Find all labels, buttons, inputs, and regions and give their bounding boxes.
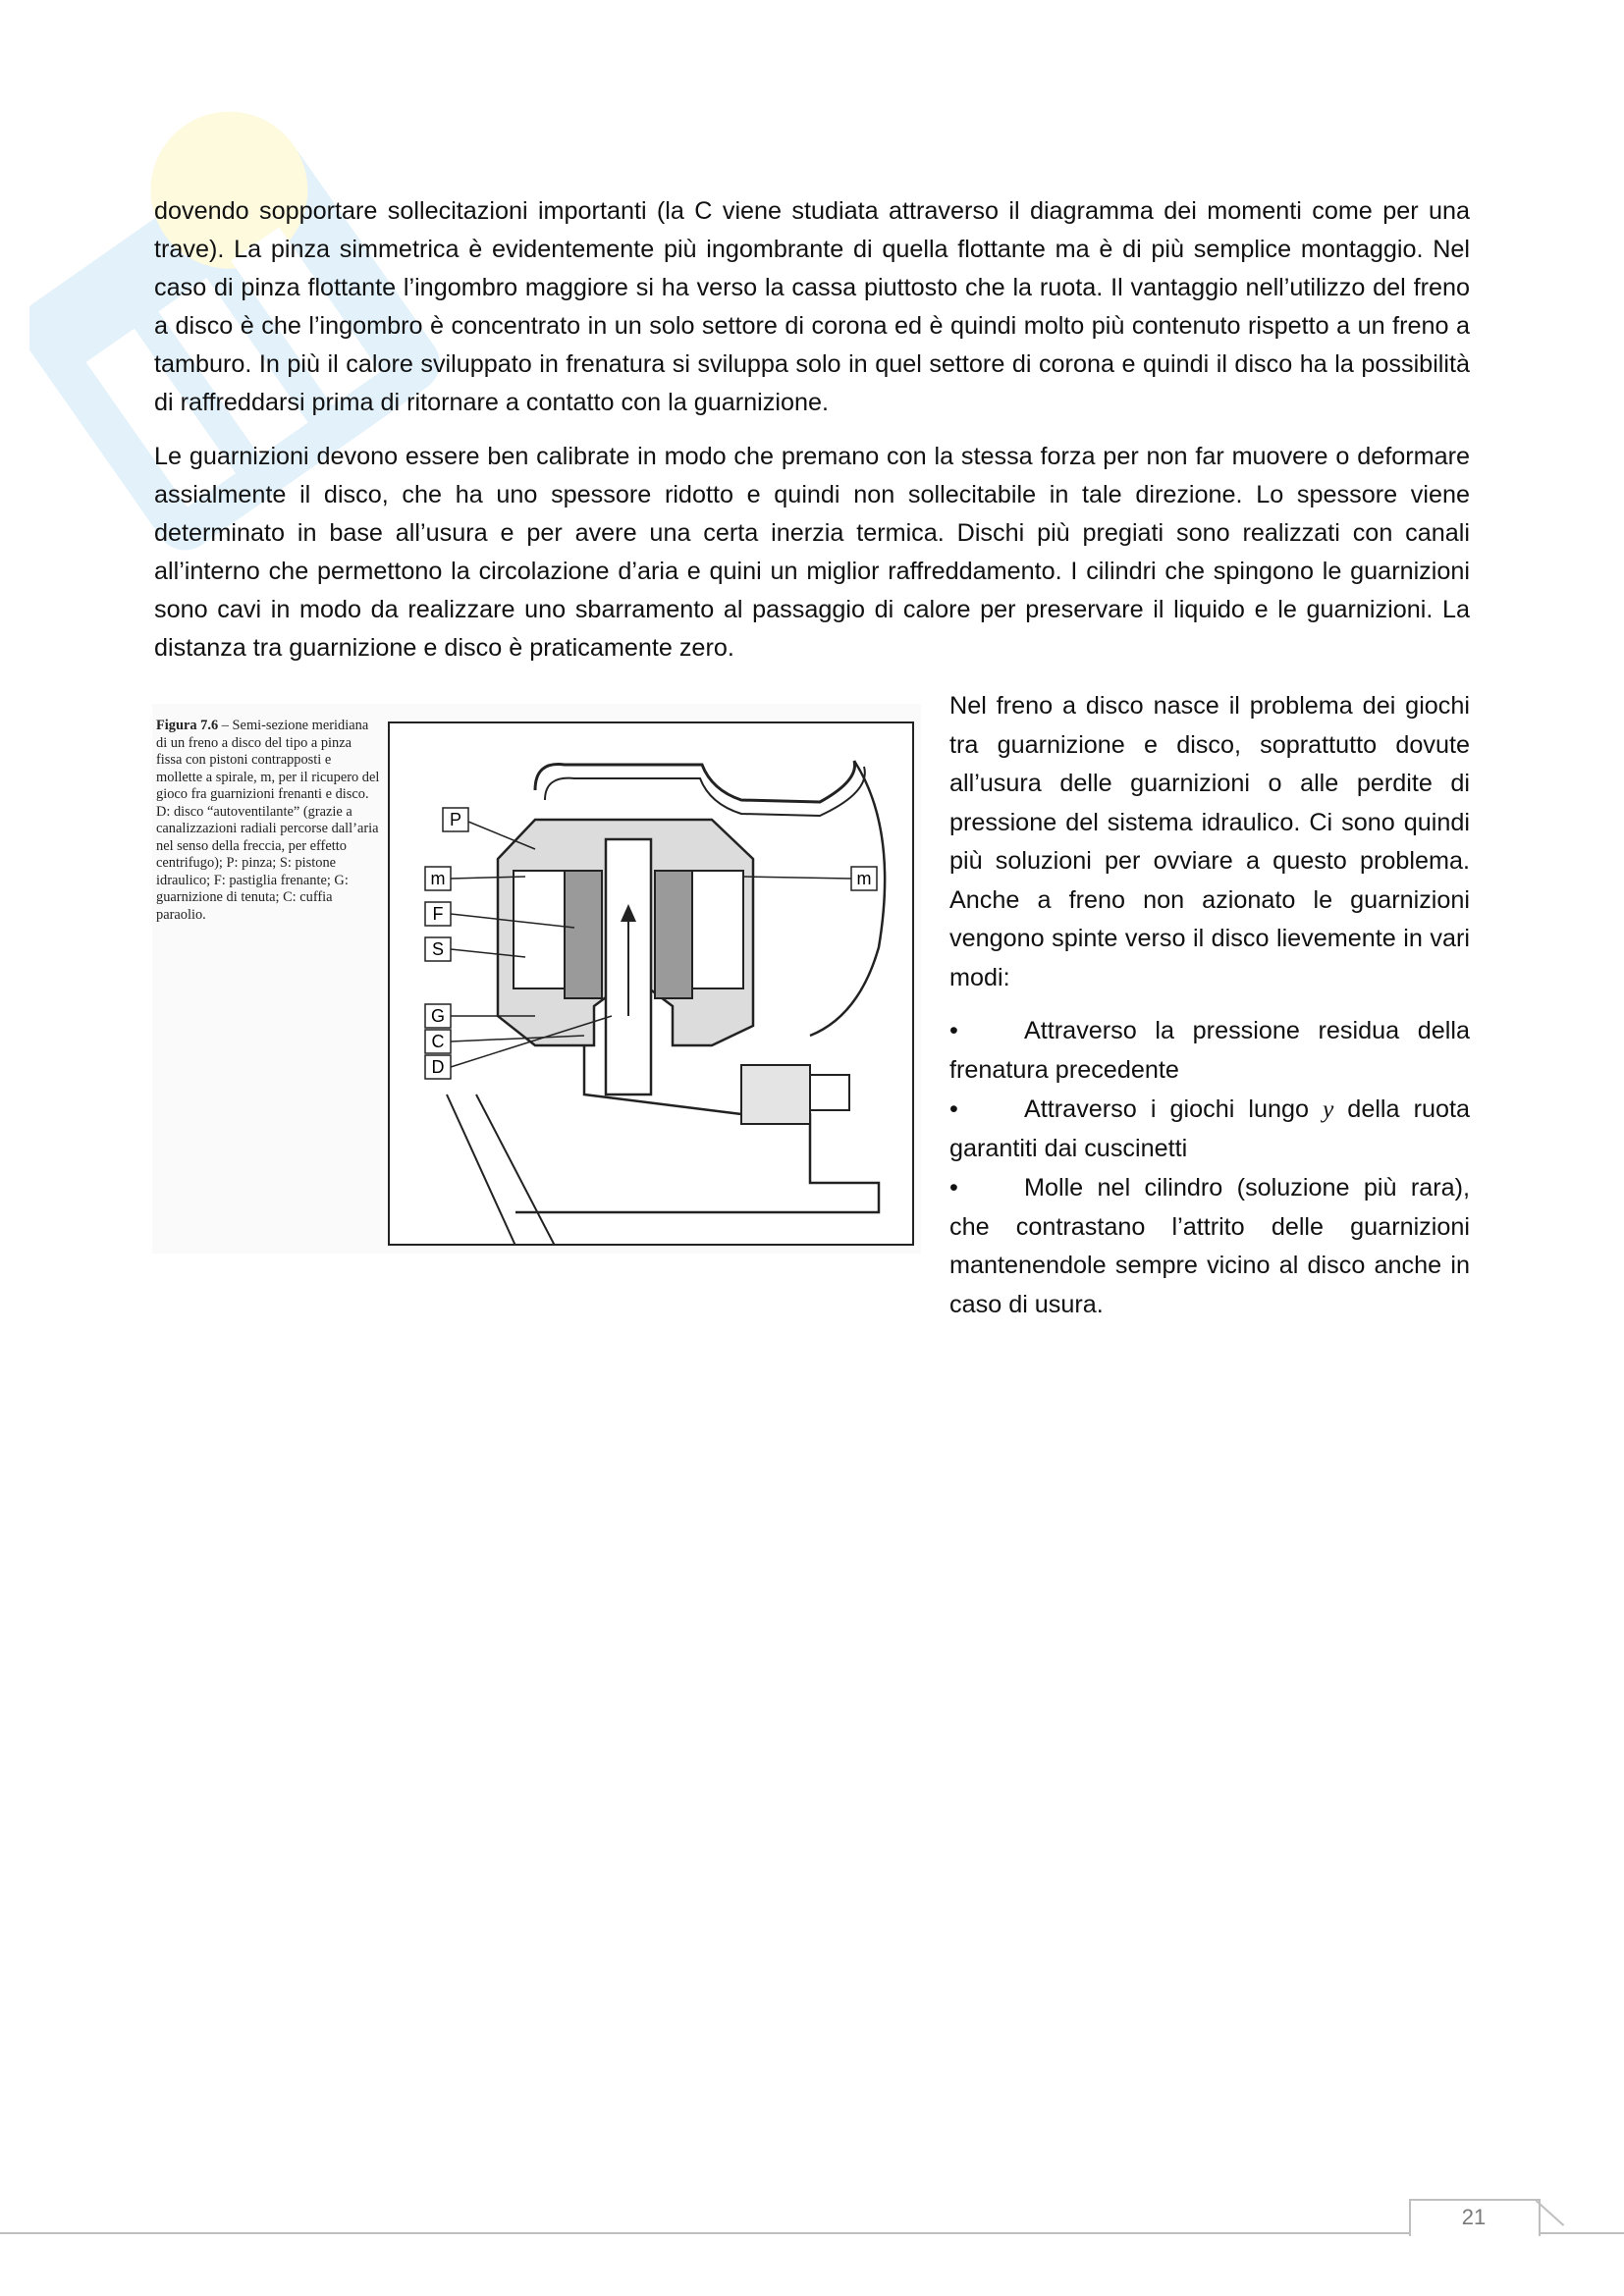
label-m-left: m xyxy=(430,869,446,888)
figure-disc-brake xyxy=(152,704,921,1254)
bullet-text: Molle nel cilindro (soluzione più rara), che contrastano l’attrito delle guarnizioni mantenendole sempre vicino al disco anche in caso di usura. xyxy=(949,1174,1470,1318)
figure-caption xyxy=(156,718,380,924)
list-item xyxy=(949,1091,1470,1168)
figure-caption-text: – Semi-sezione meridiana di un freno a disco del tipo a pinza fissa con pistoni contrapposti e mollette a spirale, m, per il ricupero del gioco fra guarnizioni frenanti e disco. D: disco “autoventilante” (grazie a canalizzazioni radiali percorse dall’aria nel senso della freccia, per effetto centrifugo); P: pinza; S: pistone idraulico; F: pastiglia frenante; G: guarnizione di tenuta; C: cuffia paraolio. xyxy=(156,718,380,923)
bullet-text: Attraverso i giochi lungo xyxy=(1024,1095,1324,1123)
bullet-text-tail: della ruota garantiti dai cuscinetti xyxy=(949,1095,1470,1162)
label-F: F xyxy=(432,904,444,924)
brake-section-drawing xyxy=(388,721,914,1246)
bullet-symbol: • xyxy=(949,1017,958,1044)
math-variable-y: y xyxy=(1323,1096,1334,1123)
paragraph-pads: Le guarnizioni devono essere ben calibrate in modo che premano con la stessa forza per non far muovere o deformare assialmente il disco, che ha uno spessore ridotto e quindi non sollecitabile in tale direzione. Lo spessore viene determinato in base all’usura e per avere una certa inerzia termica. Dischi più pregiati sono realizzati con canali all’interno che permettono la circolazione d’aria e quini un miglior raffreddamento. I cilindri che spingono le guarnizioni sono cavi in modo da realizzare uno sbarramento al passaggio di calore per preservare il liquido e le guarnizioni. La distanza tra guarnizione e disco è praticamente zero. xyxy=(154,443,1470,662)
label-G: G xyxy=(430,1006,446,1026)
bullet-text: Attraverso la pressione residua della frenatura precedente xyxy=(949,1017,1470,1084)
label-C: C xyxy=(431,1032,445,1051)
label-S: S xyxy=(431,939,445,959)
paragraph-caliper: dovendo sopportare sollecitazioni importanti (la C viene studiata attraverso il diagramma dei momenti come per una trave). La pinza simmetrica è evidentemente più ingombrante di quella flottante ma è di più semplice montaggio. Nel caso di pinza flottante l’ingombro maggiore si ha verso la cassa piuttosto che la ruota. Il vantaggio nell’utilizzo del freno a disco è che l’ingombro è concentrato in un solo settore di corona ed è quindi molto più contenuto rispetto a un freno a tamburo. In più il calore sviluppato in frenatura si sviluppa solo in quel settore di corona e quindi il disco ha la possibilità di raffreddarsi prima di ritornare a contatto con la guarnizione. xyxy=(154,197,1470,416)
list-item xyxy=(949,1012,1470,1090)
list-item xyxy=(949,1169,1470,1324)
bullet-list xyxy=(949,1012,1470,1325)
page-number: 21 xyxy=(1461,2205,1487,2229)
bullet-symbol: • xyxy=(949,1095,958,1123)
label-P: P xyxy=(449,810,462,829)
footer-rule xyxy=(0,2232,1624,2234)
side-paragraph: Nel freno a disco nasce il problema dei giochi tra guarnizione e disco, soprattutto dovute all’usura delle guarnizioni o alle perdite di pressione del sistema idraulico. Ci sono quindi più soluzioni per ovviare a questo problema. Anche a freno non azionato le guarnizioni vengono spinte verso il disco lievemente in vari modi: xyxy=(949,692,1470,991)
figure-caption-label: Figura 7.6 xyxy=(156,718,219,733)
bullet-symbol: • xyxy=(949,1174,958,1201)
label-D: D xyxy=(431,1057,445,1077)
label-m-right: m xyxy=(856,869,872,888)
